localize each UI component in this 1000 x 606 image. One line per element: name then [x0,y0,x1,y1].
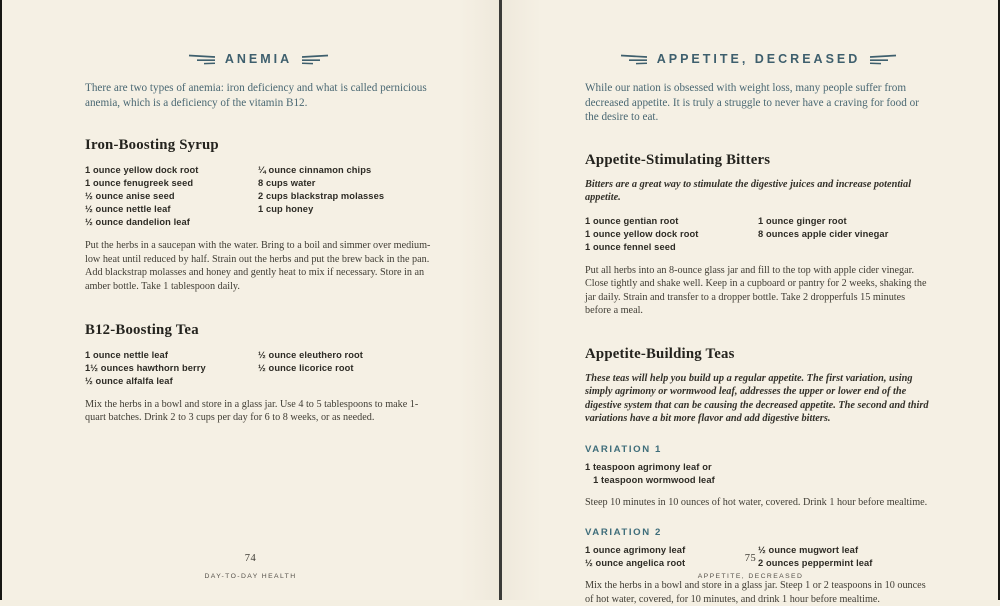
ingredient-columns [585,215,932,254]
recipe-title: Appetite-Stimulating Bitters [585,151,771,168]
ingredient-item: ½ ounce alfalfa leaf [85,375,173,386]
ingredient-item: 1 ounce yellow dock root [585,228,699,239]
page-right [502,0,999,605]
running-footer: APPETITE, DECREASED [697,573,804,580]
chapter-intro: While our nation is obsessed with weight loss, many people suffer from decreased appetite. It is truly a struggle to never have a craving for food or the desire to eat. [585,82,919,124]
left-page-edge [0,0,2,600]
recipe-title: Appetite-Building Teas [585,345,735,362]
ingredient-item: 1 ounce yellow dock root [85,165,199,176]
wing-left-icon [620,54,647,65]
page-number: 75 [744,553,757,564]
ingredient-item: 1 ounce agrimony leaf [585,545,686,556]
ingredient-item: 1 teaspoon agrimony leaf or [585,461,712,472]
ingredient-item: 1 teaspoon wormwood leaf [585,474,715,485]
chapter-heading-appetite-decreased [585,52,932,66]
ingredient-item: ½ ounce nettle leaf [85,204,171,215]
ingredient-item: 1 cup honey [258,204,314,215]
ingredient-item: 2 cups blackstrap molasses [258,191,385,202]
ingredient-item: 1 ounce nettle leaf [85,349,169,360]
chapter-intro: There are two types of anemia: iron deficiency and what is called pernicious anemia, which is a deficiency of the vitamin B12. [85,82,427,109]
variation-label: VARIATION 1 [585,443,662,455]
chapter-title: APPETITE, DECREASED [656,52,861,66]
ingredient-item: ½ ounce eleuthero root [258,349,363,360]
variation-label: VARIATION 2 [585,527,662,539]
ingredient-item: ½ ounce angelica root [585,558,686,569]
ingredient-item: 8 ounces apple cider vinegar [758,228,889,239]
recipe-note: These teas will help you build up a regular appetite. The first variation, using simply agrimony or wormwood leaf, addresses the upper or lower end of the digestive system that can be causing the decreased appetite. The second and third variations have a bit more flavor and add digestive bitters. [585,372,929,425]
ingredient-item: ½ ounce mugwort leaf [758,545,859,556]
ingredient-item: ½ ounce licorice root [258,362,354,373]
wing-right-icon [870,54,897,65]
ingredient-item: ½ ounce dandelion leaf [85,217,191,228]
ingredient-columns [85,164,432,229]
recipe-note: Bitters are a great way to stimulate the digestive juices and increase potential appetite. [585,178,912,204]
ingredient-item: 1 ounce ginger root [758,215,847,226]
book-spine [499,0,502,600]
page-number: 74 [244,553,257,564]
recipe-instructions: Put the herbs in a saucepan with the water. Bring to a boil and simmer over medium-low heat until reduced by half. Strain out the herbs and put the brew back in the pan. Add blackstrap molasses and honey and gently heat to mix if necessary. Store in an amber bottle. Take 1 tablespoon daily. [85,240,431,292]
ingredient-item: 2 ounces peppermint leaf [758,558,873,569]
ingredient-item: ¼ ounce cinnamon chips [258,165,372,176]
variation-1-block [585,444,932,510]
recipe-instructions: Steep 10 minutes in 10 ounces of hot water, covered. Drink 1 hour before mealtime. [585,496,928,508]
ingredient-item: 1 ounce fenugreek seed [85,178,194,189]
ingredient-item: 1½ ounces hawthorn berry [85,362,206,373]
recipe-instructions: Mix the herbs in a bowl and store in a glass jar. Steep 1 or 2 teaspoons in 10 ounces of hot water, covered, for 10 minutes, and drink 1 hour before mealtime. [585,580,926,605]
variation-2-block [585,527,932,606]
ingredient-item: 1 ounce fennel seed [585,241,676,252]
recipe-instructions: Mix the herbs in a bowl and store in a glass jar. Use 4 to 5 tablespoons to make 1-quart batches. Drink 2 to 3 cups per day for 6 to 8 weeks, or as needed. [85,398,419,424]
chapter-heading-anemia [85,52,432,66]
recipe-title: Iron-Boosting Syrup [85,137,219,154]
running-footer: DAY-TO-DAY HEALTH [204,573,297,580]
ingredient-item: 1 ounce gentian root [585,215,679,226]
ingredient-item: ½ ounce anise seed [85,191,175,202]
recipe-instructions: Put all herbs into an 8-ounce glass jar and fill to the top with apple cider vinegar. Close tightly and shake well. Keep in a cupboard or pantry for 2 weeks, shaking the jar daily. Strain and transfer to a dropper bottle. Take 2 dropperfuls 15 minutes before a meal. [585,264,927,317]
wing-left-icon [188,54,215,65]
ingredient-columns [85,349,432,388]
ingredient-item: 8 cups water [258,178,316,189]
wing-right-icon [302,54,329,65]
page-left [2,0,499,600]
chapter-title: ANEMIA [224,52,293,66]
ingredient-columns [585,461,932,487]
recipe-title: B12-Boosting Tea [85,321,199,338]
